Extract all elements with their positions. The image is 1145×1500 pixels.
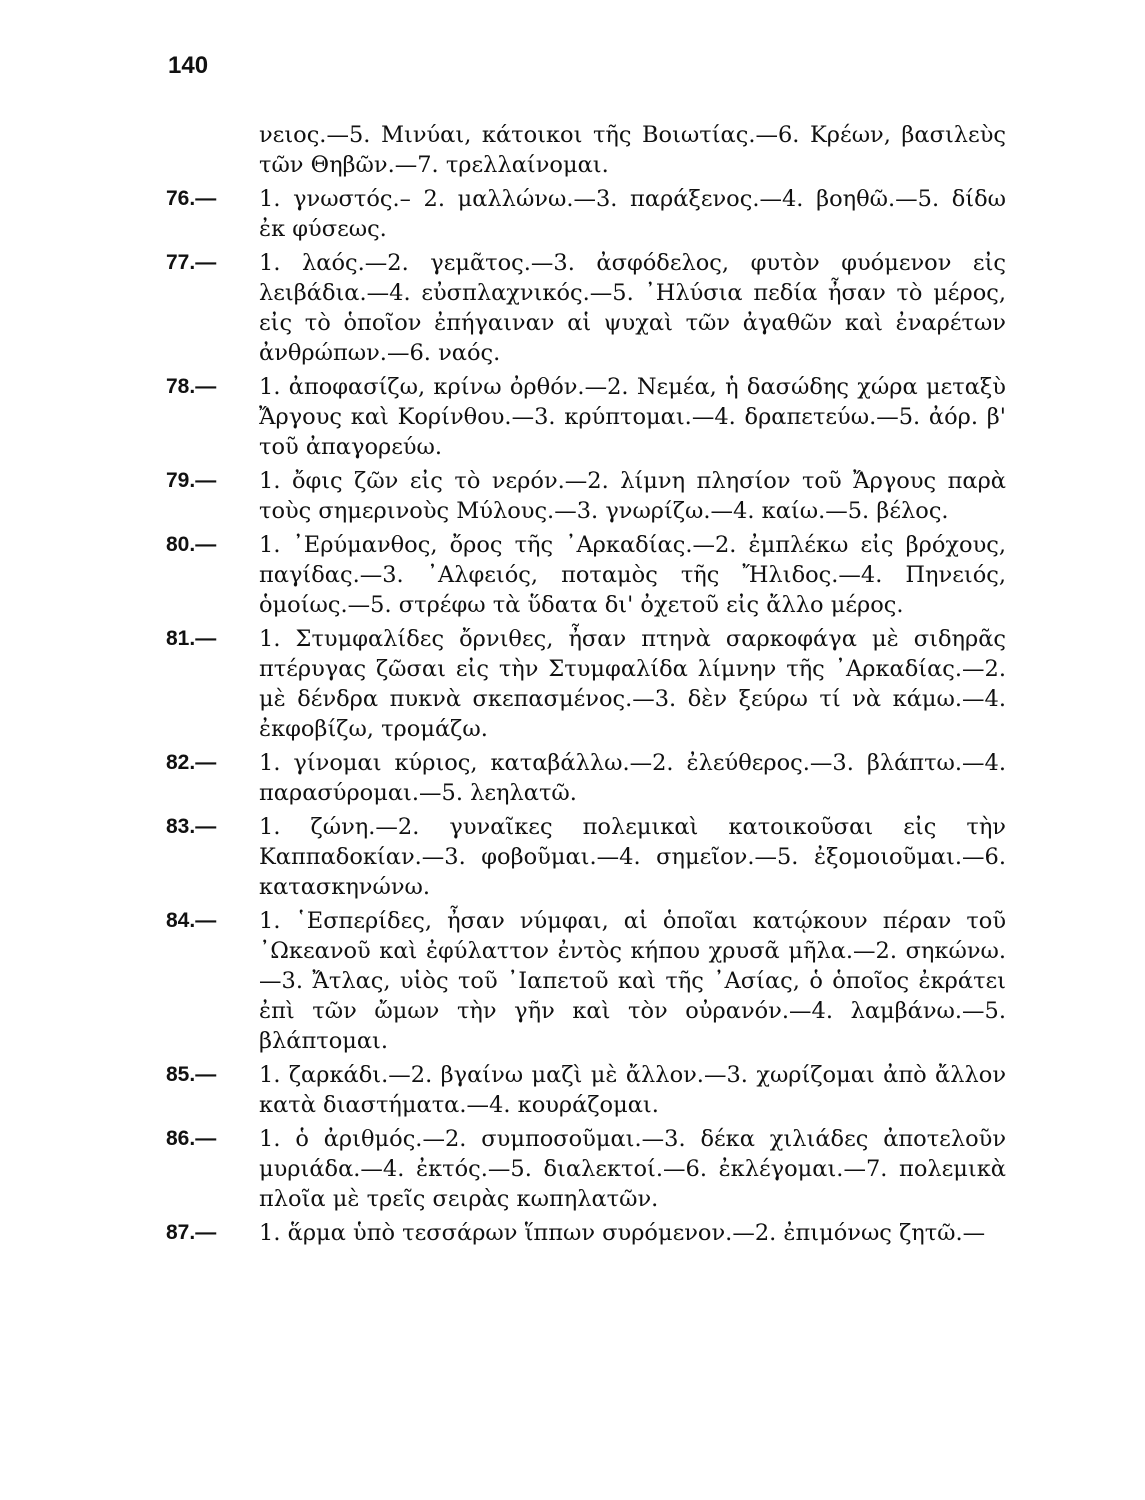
entry-number: 80.— — [166, 533, 217, 556]
glossary-entry — [166, 530, 1006, 620]
glossary-entry — [166, 1124, 1006, 1214]
entry-number: 78.— — [166, 375, 217, 398]
entry-number: 84.— — [166, 909, 217, 932]
entry-text: 1. ῾Εσπερίδες, ἦσαν νύμφαι, αἱ ὁποῖαι κατῴκουν πέραν τοῦ ᾿Ωκεανοῦ καὶ ἐφύλαττον ἐντὸς κήπου χρυσᾶ μῆλα.—2. σηκώνω.—3. Ἄτλας, υἱὸς τοῦ ᾿Ιαπετοῦ καὶ τῆς ᾿Ασίας, ὁ ὁποῖος ἐκράτει ἐπὶ τῶν ὤμων τὴν γῆν καὶ τὸν οὐρανόν.—4. λαμβάνω.—5. βλάπτομαι. — [259, 908, 1006, 1054]
entry-number: 85.— — [166, 1063, 217, 1086]
entry-text: 1. ἀποφασίζω, κρίνω ὀρθόν.—2. Νεμέα, ἡ δασώδης χώρα μεταξὺ Ἄργους καὶ Κορίνθου.—3. κρύπτομαι.—4. δραπετεύω.—5. ἀόρ. β' τοῦ ἀπαγορεύω. — [259, 374, 1006, 460]
glossary-entry — [166, 906, 1006, 1056]
glossary-entry — [166, 1218, 1006, 1248]
entry-text: 1. ἅρμα ὑπὸ τεσσάρων ἵππων συρόμενον.—2. ἐπιμόνως ζητῶ.— — [259, 1220, 986, 1246]
entry-text: 1. λαός.—2. γεμᾶτος.—3. ἀσφόδελος, φυτὸν φυόμενον εἰς λειβάδια.—4. εὐσπλαχνικός.—5. ᾿Ηλύσια πεδία ἦσαν τὸ μέρος, εἰς τὸ ὁποῖον ἐπήγαιναν αἱ ψυχαὶ τῶν ἀγαθῶν καὶ ἐναρέτων ἀνθρώπων.—6. ναός. — [259, 250, 1006, 366]
entry-number: 82.— — [166, 751, 217, 774]
glossary-entry — [166, 120, 1006, 180]
glossary-entry — [166, 466, 1006, 526]
entry-number: 77.— — [166, 251, 217, 274]
entry-text: 1. ζώνη.—2. γυναῖκες πολεμικαὶ κατοικοῦσαι εἰς τὴν Καππαδοκίαν.—3. φοβοῦμαι.—4. σημεῖον.—5. ἐξομοιοῦμαι.—6. κατασκηνώνω. — [259, 814, 1006, 900]
page-number: 140 — [168, 52, 209, 79]
glossary-entries — [166, 120, 1006, 1252]
glossary-entry — [166, 372, 1006, 462]
entry-text: 1. ᾿Ερύμανθος, ὄρος τῆς ᾿Αρκαδίας.—2. ἐμπλέκω εἰς βρόχους, παγίδας.—3. ᾿Αλφειός, ποταμὸς τῆς Ἤλιδος.—4. Πηνειός, ὁμοίως.—5. στρέφω τὰ ὕδατα δι' ὀχετοῦ εἰς ἄλλο μέρος. — [259, 532, 1006, 618]
entry-text: 1. γίνομαι κύριος, καταβάλλω.—2. ἐλεύθερος.—3. βλάπτω.—4. παρασύρομαι.—5. λεηλατῶ. — [259, 750, 1006, 806]
entry-text: 1. Στυμφαλίδες ὄρνιθες, ἦσαν πτηνὰ σαρκοφάγα μὲ σιδηρᾶς πτέρυγας ζῶσαι εἰς τὴν Στυμφαλίδα λίμνην τῆς ᾿Αρκαδίας.—2. μὲ δένδρα πυκνὰ σκεπασμένος.—3. δὲν ξεύρω τί νὰ κάμω.—4. ἐκφοβίζω, τρομάζω. — [259, 626, 1006, 742]
entry-number: 87.— — [166, 1221, 217, 1244]
glossary-entry — [166, 248, 1006, 368]
entry-number: 79.— — [166, 469, 217, 492]
glossary-entry — [166, 624, 1006, 744]
entry-number: 83.— — [166, 815, 217, 838]
entry-number: 76.— — [166, 187, 217, 210]
entry-number: 86.— — [166, 1127, 217, 1150]
glossary-entry — [166, 184, 1006, 244]
entry-text: νειος.—5. Μινύαι, κάτοικοι τῆς Βοιωτίας.—6. Κρέων, βασιλεὺς τῶν Θηβῶν.—7. τρελλαίνομαι. — [259, 122, 1006, 178]
entry-text: 1. ὄφις ζῶν εἰς τὸ νερόν.—2. λίμνη πλησίον τοῦ Ἄργους παρὰ τοὺς σημερινοὺς Μύλους.—3. γνωρίζω.—4. καίω.—5. βέλος. — [259, 468, 1006, 524]
entry-number: 81.— — [166, 627, 217, 650]
glossary-entry — [166, 1060, 1006, 1120]
entry-text: 1. ὁ ἀριθμός.—2. συμποσοῦμαι.—3. δέκα χιλιάδες ἀποτελοῦν μυριάδα.—4. ἐκτός.—5. διαλεκτοί.—6. ἐκλέγομαι.—7. πολεμικὰ πλοῖα μὲ τρεῖς σειρὰς κωπηλατῶν. — [259, 1126, 1006, 1212]
glossary-entry — [166, 748, 1006, 808]
glossary-entry — [166, 812, 1006, 902]
entry-text: 1. ζαρκάδι.—2. βγαίνω μαζὶ μὲ ἄλλον.—3. χωρίζομαι ἀπὸ ἄλλον κατὰ διαστήματα.—4. κουράζομαι. — [259, 1062, 1006, 1118]
entry-text: 1. γνωστός.– 2. μαλλώνω.—3. παράξενος.—4. βοηθῶ.—5. δίδω ἐκ φύσεως. — [259, 186, 1006, 242]
